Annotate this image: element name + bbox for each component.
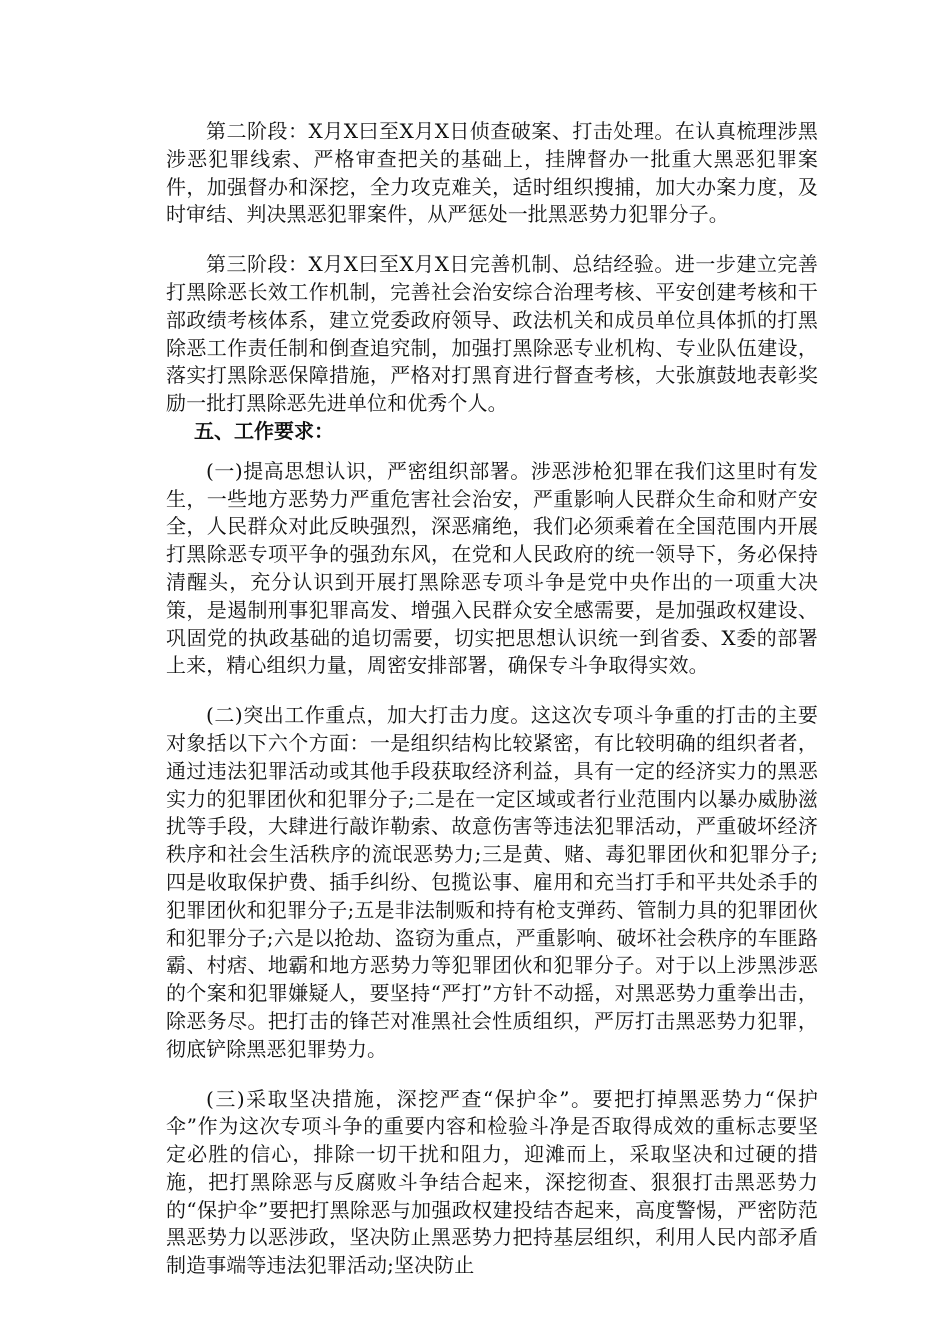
paragraph-requirement-1: (一)提高思想认识，严密组织部署。涉恶涉枪犯罪在我们这里时有发生，一些地方恶势力严重危害社会治安，严重影响人民群众生命和财产安全，人民群众对此反映强烈，深恶痛绝，我们必须乘着在全国范围内开展打黑除恶专项平争的强劲东风，在党和人民政府的统一领导下，务必保持清醒头，充分认识到开展打黑除恶专项斗争是党中央作出的一项重大决策，是遏制刑事犯罪高发、增强入民群众安全感需要，是加强政权建设、巩固党的执政基础的追切需要，切实把思想认识统一到省委、X委的部署上来，精心组织力量，周密安排部署，确保专斗争取得实效。 [166, 458, 818, 678]
paragraph-stage-two: 第二阶段：X月X曰至X月X日侦查破案、打击处理。在认真梳理涉黑涉恶犯罪线索、严格审查把关的基础上，挂牌督办一批重大黑恶犯罪案件，加强督办和深挖，全力攻克难关，适时组织搜捕，加大办案力度，及时审结、判决黑恶犯罪案件，从严惩处一批黑恶势力犯罪分子。 [166, 119, 818, 227]
section-heading-work-requirements: 五、工作要求： [194, 418, 334, 443]
paragraph-requirement-3: (三)采取坚决措施，深挖严查“保护伞”。要把打掉黑恶势力“保护伞”作为这次专项斗争的重要内容和检验斗净是否取得成效的重标志要坚定必胜的信心，排除一切干扰和阻力，迎滩而上，采取坚决和过硬的措施，把打黑除恶与反腐败斗争结合起来，深挖彻查、狠狠打击黑恶势力的“保护伞”要把打黑除恶与加强政权建投结杏起来，高度警惕，严密防范黑恶势力以恶涉政，坚决防止黑恶势力把持基层组织，利用人民内部矛盾制造事端等违法犯罪活动;坚决防止 [166, 1086, 818, 1278]
paragraph-requirement-2: (二)突出工作重点，加大打击力度。这这次专项斗争重的打击的主要对象括以下六个方面：一是组织结构比较紧密，有比较明确的组织者者，通过违法犯罪活动或其他手段获取经济利益，具有一定的经济实力的黑恶实力的犯罪团伙和犯罪分子;二是在一定区域或者行业范围内以暴办威胁滋扰等手段，大肆进行敲诈勒索、故意伤害等违法犯罪活动，严重破坏经济秩序和社会生活秩序的流氓恶势力;三是黄、赌、毒犯罪团伙和犯罪分子;四是收取保护费、插手纠纷、包揽讼事、雇用和充当打手和平共处杀手的犯罪团伙和犯罪分子;五是非法制贩和持有枪支弹药、管制力具的犯罪团伙和犯罪分子;六是以抢劫、盗窃为重点，严重影响、破坏社会秩序的车匪路霸、村痞、地霸和地方恶势力等犯罪团伙和犯罪分子。对于以上涉黑涉恶的个案和犯罪嫌疑人，要坚持“严打”方针不动摇，对黑恶势力重拳出击，除恶务尽。把打击的锋芒对准黑社会性质组织，严厉打击黑恶势力犯罪，彻底铲除黑恶犯罪势力。 [166, 703, 818, 1061]
paragraph-stage-three: 第三阶段：X月X曰至X月X日完善机制、总结经验。进一步建立完善打黑除恶长效工作机制，完善社会治安综合治理考核、平安创建考核和干部政绩考核体系，建立党委政府领导、政法机关和成员单位具体抓的打黑除恶工作责任制和倒查追究制，加强打黑除恶专业机构、专业队伍建设，落实打黑除恶保障措施，严格对打黑育进行督查考核，大张旗鼓地表彰奖励一批打黑除恶先进单位和优秀个人。 [166, 252, 818, 416]
document-body [166, 118, 818, 1280]
